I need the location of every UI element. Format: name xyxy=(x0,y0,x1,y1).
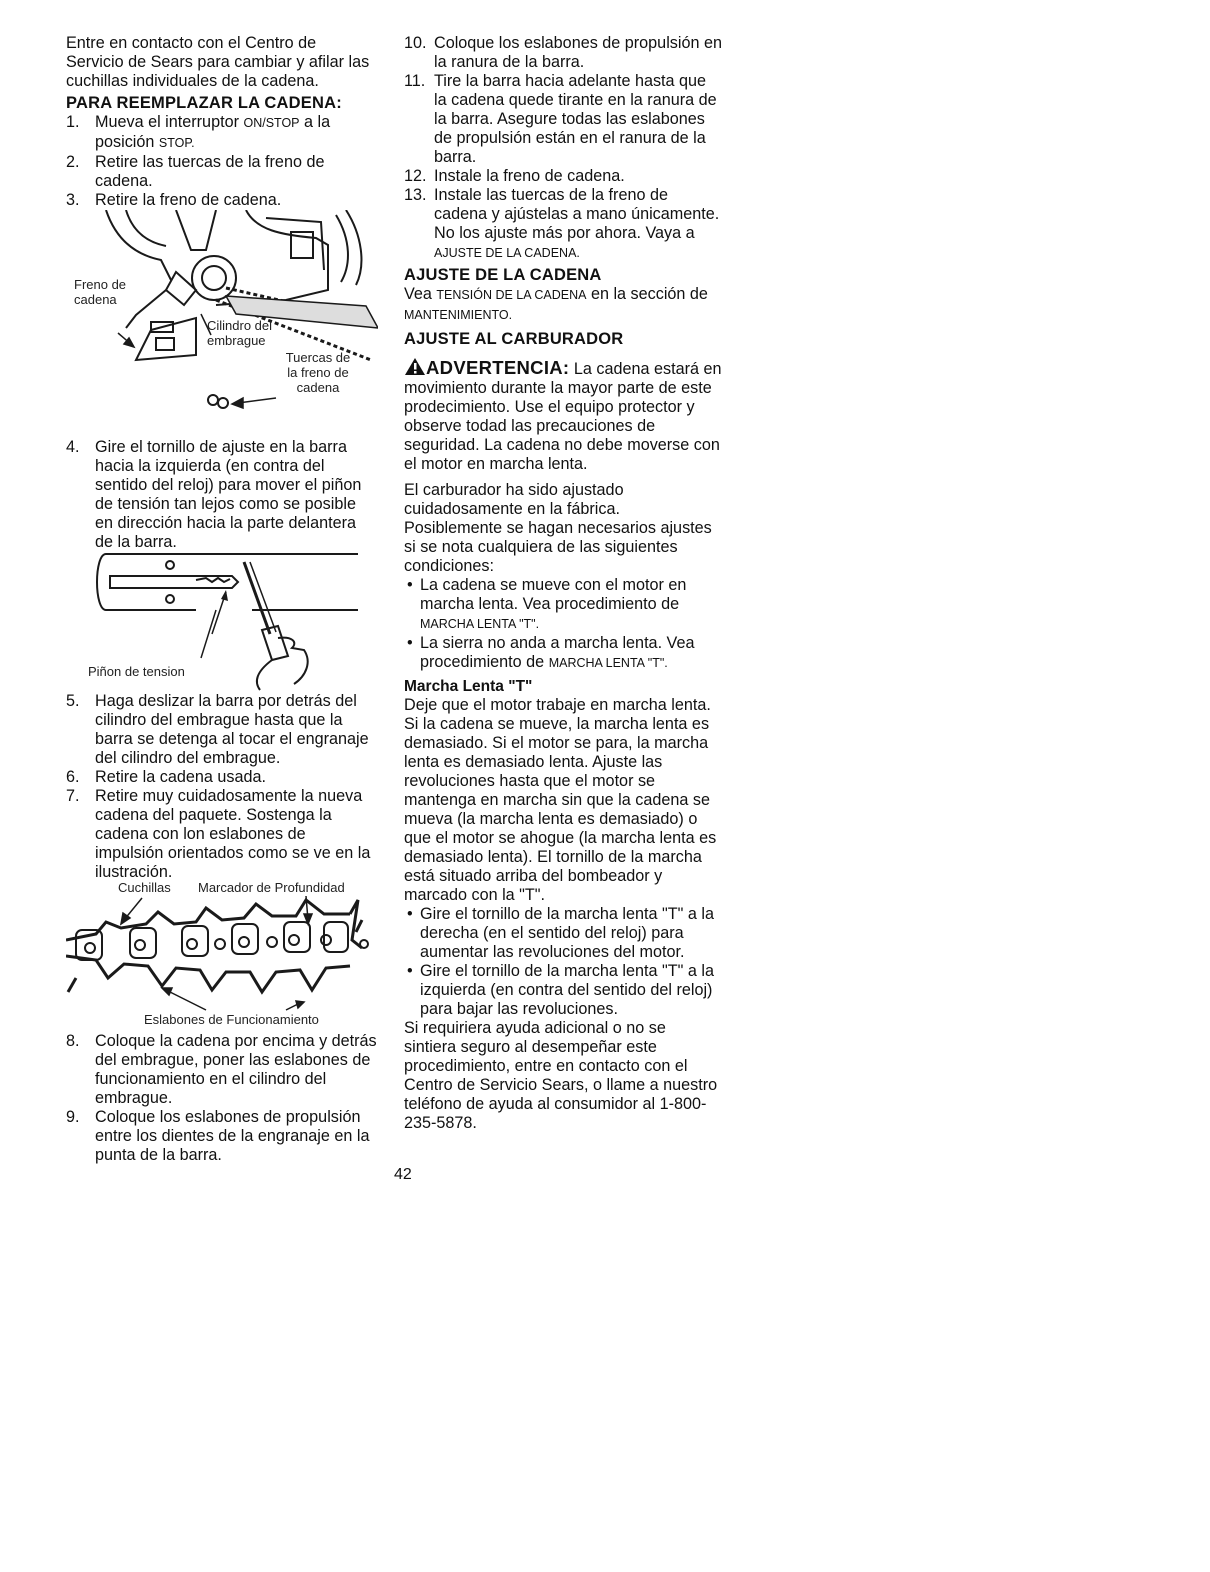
bullet-icon: • xyxy=(407,634,413,652)
clutch-drum-label: Cilindro del embrague xyxy=(207,318,273,348)
step-text: Tire la barra hacia adelante hasta que la cadena quede tirante en la ranura de la barra. Asegure todas las eslabones de propulsión están en el ranura de la barra. xyxy=(434,72,717,166)
step-text: Coloque los eslabones de propulsión en la ranura de la barra. xyxy=(434,34,722,71)
step-number: 13. xyxy=(404,186,427,204)
closing-paragraph: Si requiriera ayuda adicional o no se sintiera seguro al desempeñar este procedimiento, entre en contacto con el Centro de Servicio Sears, o llame a nuestro teléfono de ayuda al consumidor al 1-800-235-5878. xyxy=(404,1019,718,1132)
brake-nuts-label: Tuercas de la freno de cadena xyxy=(285,350,351,395)
step-text: Retire muy cuidadosamente la nueva cadena del paquete. Sostenga la cadena con lon eslabones de impulsión orientados como se ve en la ilustración. xyxy=(95,787,371,881)
step-text: Retire la freno de cadena. xyxy=(95,191,282,209)
idle-ref: MARCHA LENTA "T". xyxy=(548,656,668,670)
warning-text: La cadena estará en movimiento durante la mayor parte de este prodecimiento. Use el equipo protector y observe todad las precauciones de seguridad. La cadena no debe moverse con el motor en marcha lenta. xyxy=(404,360,722,473)
step-number: 6. xyxy=(66,768,80,786)
step-number: 7. xyxy=(66,787,80,805)
bullet-icon: • xyxy=(407,962,413,980)
chain-adjust-paragraph: Vea TENSIÓN DE LA CADENA en la sección de MANTENIMIENTO. xyxy=(404,285,708,322)
bullet-item: • Gire el tornillo de la marcha lenta "T" a la izquierda (en contra del sentido del reloj) para bajar las revoluciones. xyxy=(407,962,715,1018)
step-number: 4. xyxy=(66,438,80,456)
step-text: Gire el tornillo de ajuste en la barra hacia la izquierda (en contra del sentido del reloj) para mover el piñon de tensión tan lejos como se posible en dirección hacia la parte delantera de la barra. xyxy=(95,438,362,551)
drive-links-label: Eslabones de Funcionamiento xyxy=(144,1012,319,1027)
switch-label: ON/STOP xyxy=(243,116,300,130)
step-number: 3. xyxy=(66,191,80,209)
step-11 xyxy=(404,72,722,167)
step-8 xyxy=(66,1032,378,1108)
tension-ref: TENSIÓN DE LA CADENA xyxy=(436,288,587,302)
step-12 xyxy=(404,167,722,186)
step-text: Instale la freno de cadena. xyxy=(434,167,625,185)
step-number: 12. xyxy=(404,167,427,185)
bullet-item: • La sierra no anda a marcha lenta. Vea procedimiento de MARCHA LENTA "T". xyxy=(407,634,695,671)
maintenance-ref: MANTENIMIENTO. xyxy=(404,308,513,322)
step-2 xyxy=(66,153,378,191)
step-text: a la posición xyxy=(95,113,331,151)
bullet-icon: • xyxy=(407,576,413,594)
step-number: 5. xyxy=(66,692,80,710)
step-text: Coloque los eslabones de propulsión entre los dientes de la engranaje en la punta de la barra. xyxy=(95,1108,370,1164)
page-number: 42 xyxy=(394,1166,412,1183)
chain-adjust-heading: AJUSTE DE LA CADENA xyxy=(404,266,602,284)
depth-gauge-label: Marcador de Profundidad xyxy=(198,880,345,895)
left-column xyxy=(66,34,378,1165)
step-7 xyxy=(66,787,378,882)
warning-triangle-icon xyxy=(404,357,426,376)
chain-brake-figure xyxy=(66,210,378,438)
bullet-item: • Gire el tornillo de la marcha lenta "T" a la derecha (en el sentido del reloj) para aumentar las revoluciones del motor. xyxy=(407,905,715,961)
step-text: Instale las tuercas de la freno de cadena y ajústelas a mano únicamente. No los ajuste más por ahora. Vaya a xyxy=(434,186,720,242)
step-number: 9. xyxy=(66,1108,80,1126)
step-4 xyxy=(66,438,378,552)
step-number: 10. xyxy=(404,34,427,52)
step-1 xyxy=(66,113,378,153)
step-text: Haga deslizar la barra por detrás del cilindro del embrague hasta que la barra se detenga al tocar el engranaje del cilindro del embrague. xyxy=(95,692,369,767)
bullet-icon: • xyxy=(407,905,413,923)
step-number: 2. xyxy=(66,153,80,171)
step-13 xyxy=(404,186,722,263)
step-9 xyxy=(66,1108,378,1165)
step-text: Retire la cadena usada. xyxy=(95,768,266,786)
step-number: 1. xyxy=(66,113,80,131)
stop-label: STOP. xyxy=(158,136,195,150)
cutters-label: Cuchillas xyxy=(118,880,171,895)
step-10 xyxy=(404,34,722,72)
bullet-item: • La cadena se mueve con el motor en marcha lenta. Vea procedimiento de MARCHA LENTA "T". xyxy=(407,576,687,631)
idle-subheading: Marcha Lenta "T" xyxy=(404,678,533,695)
brake-label: Freno de cadena xyxy=(74,277,127,307)
tension-figure xyxy=(66,552,378,692)
right-column xyxy=(404,34,722,1133)
warning-title: ADVERTENCIA: xyxy=(426,357,570,378)
step-text: Retire las tuercas de la freno de cadena. xyxy=(95,153,325,190)
idle-ref: MARCHA LENTA "T". xyxy=(420,617,540,631)
tension-pinion-label: Piñon de tension xyxy=(88,664,185,679)
step-6 xyxy=(66,768,378,787)
step-text: Mueva el interruptor xyxy=(95,113,244,131)
warning-paragraph xyxy=(404,357,722,474)
carburetor-heading: AJUSTE AL CARBURADOR xyxy=(404,330,624,348)
step-number: 11. xyxy=(404,72,426,90)
step-number: 8. xyxy=(66,1032,80,1050)
intro-paragraph: Entre en contacto con el Centro de Servicio de Sears para cambiar y afilar las cuchillas individuales de la cadena. xyxy=(66,34,370,90)
replace-chain-heading: PARA REEMPLAZAR LA CADENA: xyxy=(66,94,342,112)
step-text: Coloque la cadena por encima y detrás del embrague, poner las eslabones de funcionamiento en el cilindro del embrague. xyxy=(95,1032,377,1107)
chain-figure xyxy=(66,882,378,1032)
idle-paragraph: Deje que el motor trabaje en marcha lenta. Si la cadena se mueve, la marcha lenta es demasiado. Si el motor se para, la marcha lenta es demasiado lenta. Ajuste las revoluciones hasta que el motor se mantenga en marcha sin que la cadena se mueva (la marcha lenta es demasiado) o que el motor se ahogue (la marcha lenta es demasiado lenta). El tornillo de la marcha está situado arriba del bombeador y marcado con la "T". xyxy=(404,696,717,904)
chain-adjust-ref: AJUSTE DE LA CADENA. xyxy=(434,246,580,260)
step-3 xyxy=(66,191,378,210)
chain-illustration xyxy=(66,882,378,1032)
step-5 xyxy=(66,692,378,768)
carburetor-paragraph: El carburador ha sido ajustado cuidadosamente en la fábrica. Posiblemente se hagan necesarios ajustes si se nota cualquiera de las siguientes condiciones: xyxy=(404,481,712,575)
